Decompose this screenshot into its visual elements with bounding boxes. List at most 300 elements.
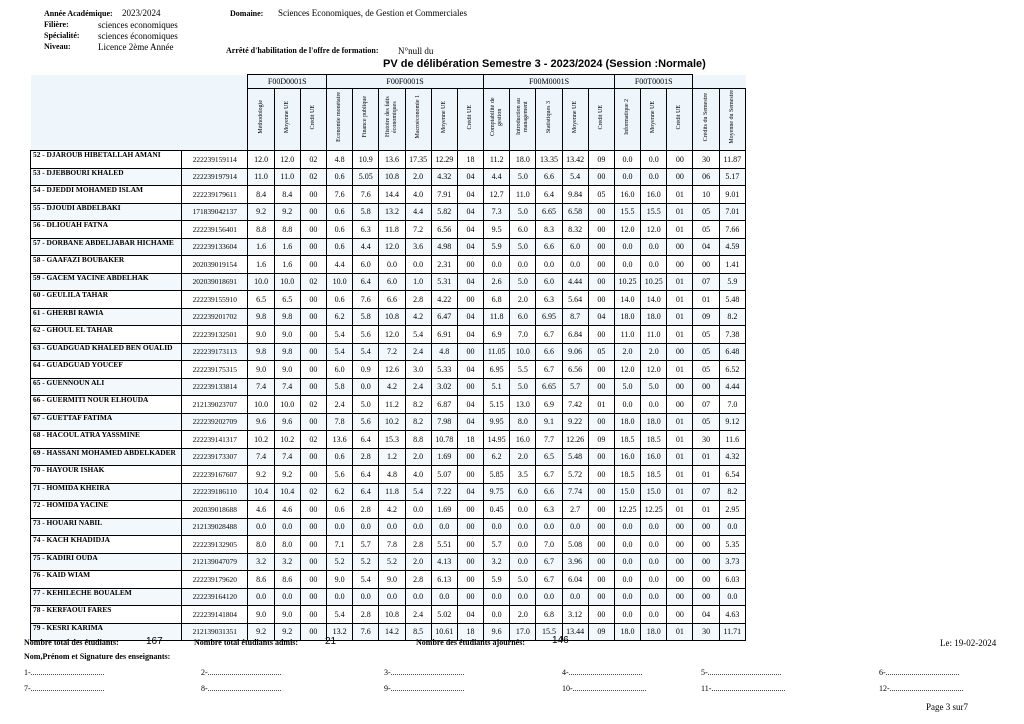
grade-cell: 9.2 bbox=[274, 623, 300, 641]
grade-cell: 2.4 bbox=[405, 378, 431, 396]
grade-cell: 5.8 bbox=[353, 308, 379, 326]
ue-code: F00D0001S bbox=[248, 75, 327, 89]
signature-line: 10-..................................... bbox=[562, 684, 647, 693]
column-header-label: Moyenne UE bbox=[283, 100, 290, 134]
grade-cell: 00 bbox=[667, 588, 693, 606]
grade-cell: 5.1 bbox=[484, 378, 510, 396]
table-row bbox=[31, 291, 746, 309]
grade-cell: 18.0 bbox=[641, 623, 667, 641]
grade-cell: 6.56 bbox=[562, 361, 588, 379]
grade-cell: 01 bbox=[667, 501, 693, 519]
grade-cell: 5.4 bbox=[405, 326, 431, 344]
grade-cell: 6.6 bbox=[536, 238, 562, 256]
grade-cell: 00 bbox=[300, 501, 326, 519]
grade-cell: 7.01 bbox=[719, 203, 745, 221]
grade-cell: 18.0 bbox=[614, 623, 640, 641]
table-row bbox=[31, 186, 746, 204]
grade-cell: 00 bbox=[667, 151, 693, 169]
grade-cell: 6.0 bbox=[510, 483, 536, 501]
grade-cell: 00 bbox=[667, 168, 693, 186]
grade-cell: 12.25 bbox=[641, 501, 667, 519]
grade-cell: 2.8 bbox=[353, 501, 379, 519]
column-header bbox=[641, 89, 667, 151]
grade-cell: 2.0 bbox=[510, 291, 536, 309]
grade-cell: 10.78 bbox=[431, 431, 457, 449]
table-row bbox=[31, 168, 746, 186]
grade-cell: 0.6 bbox=[327, 291, 353, 309]
grade-cell: 12.0 bbox=[614, 221, 640, 239]
student-name: 70 - HAYOUR ISHAK bbox=[31, 466, 182, 484]
grade-cell: 8.2 bbox=[719, 308, 745, 326]
grade-cell: 00 bbox=[667, 606, 693, 624]
grade-cell: 6.7 bbox=[536, 553, 562, 571]
grade-cell: 0.6 bbox=[327, 238, 353, 256]
grade-cell: 6.65 bbox=[536, 378, 562, 396]
grade-cell: 10.0 bbox=[274, 273, 300, 291]
grade-cell: 0.0 bbox=[562, 518, 588, 536]
grade-cell: 01 bbox=[667, 448, 693, 466]
grade-cell: 00 bbox=[588, 466, 614, 484]
grade-cell: 7.4 bbox=[274, 448, 300, 466]
student-matricule: 222239155910 bbox=[182, 291, 248, 309]
grade-cell: 00 bbox=[588, 203, 614, 221]
grade-cell: 6.2 bbox=[327, 308, 353, 326]
grade-cell: 9.2 bbox=[274, 466, 300, 484]
grade-cell: 00 bbox=[667, 378, 693, 396]
column-header-label: Histoire des faits économiques bbox=[384, 96, 398, 138]
grade-cell: 5.0 bbox=[510, 168, 536, 186]
grade-cell: 4.8 bbox=[327, 151, 353, 169]
student-matricule: 212139028488 bbox=[182, 518, 248, 536]
grade-cell: 00 bbox=[300, 553, 326, 571]
grade-cell: 4.6 bbox=[248, 501, 274, 519]
grade-cell: 7.6 bbox=[353, 623, 379, 641]
grade-cell: 4.32 bbox=[431, 168, 457, 186]
grade-cell: 14.2 bbox=[379, 623, 405, 641]
grade-cell: 0.0 bbox=[614, 238, 640, 256]
table-row bbox=[31, 203, 746, 221]
student-name: 67 - GUETTAF FATIMA bbox=[31, 413, 182, 431]
student-name: 61 - GHERBI RAWIA bbox=[31, 308, 182, 326]
grade-cell: 04 bbox=[457, 413, 483, 431]
grade-cell: 3.2 bbox=[274, 553, 300, 571]
grade-cell: 00 bbox=[588, 483, 614, 501]
grade-cell: 0.0 bbox=[641, 238, 667, 256]
grade-cell: 5.0 bbox=[510, 238, 536, 256]
grade-cell: 17.35 bbox=[405, 151, 431, 169]
grade-cell: 00 bbox=[667, 256, 693, 274]
grade-cell: 8.0 bbox=[248, 536, 274, 554]
grade-cell: 04 bbox=[457, 396, 483, 414]
grade-cell: 3.2 bbox=[484, 553, 510, 571]
grade-cell: 0.6 bbox=[327, 501, 353, 519]
grade-cell: 18.0 bbox=[614, 413, 640, 431]
grade-cell: 7.91 bbox=[431, 186, 457, 204]
grade-cell: 6.8 bbox=[536, 606, 562, 624]
student-name: 69 - HASSANI MOHAMED ABDELKADER bbox=[31, 448, 182, 466]
header-blank bbox=[693, 75, 746, 89]
student-name: 79 - KESRI KARIMA bbox=[31, 623, 182, 641]
column-header bbox=[536, 89, 562, 151]
grade-cell: 00 bbox=[457, 448, 483, 466]
grade-cell: 05 bbox=[588, 343, 614, 361]
grade-cell: 14.0 bbox=[641, 291, 667, 309]
grade-cell: 11.8 bbox=[379, 221, 405, 239]
table-row bbox=[31, 238, 746, 256]
student-matricule: 222239179620 bbox=[182, 571, 248, 589]
grade-cell: 01 bbox=[667, 186, 693, 204]
grade-cell: 1.41 bbox=[719, 256, 745, 274]
table-body bbox=[31, 151, 746, 641]
grade-cell: 6.4 bbox=[353, 273, 379, 291]
grade-cell: 8.2 bbox=[405, 413, 431, 431]
student-name: 63 - GUADGUAD KHALED BEN OUALID bbox=[31, 343, 182, 361]
grade-cell: 11.2 bbox=[379, 396, 405, 414]
table-row bbox=[31, 151, 746, 169]
grade-cell: 01 bbox=[693, 466, 719, 484]
grade-cell: 05 bbox=[693, 343, 719, 361]
grade-cell: 04 bbox=[457, 273, 483, 291]
grade-cell: 9.5 bbox=[484, 221, 510, 239]
grade-cell: 5.08 bbox=[562, 536, 588, 554]
grade-cell: 0.0 bbox=[562, 256, 588, 274]
column-header-row bbox=[31, 89, 746, 151]
grade-cell: 0.0 bbox=[379, 256, 405, 274]
grade-cell: 8.0 bbox=[274, 536, 300, 554]
grade-cell: 00 bbox=[300, 361, 326, 379]
grade-cell: 2.7 bbox=[562, 501, 588, 519]
grade-cell: 2.6 bbox=[484, 273, 510, 291]
grade-cell: 16.0 bbox=[510, 431, 536, 449]
grade-cell: 18.0 bbox=[641, 413, 667, 431]
table-row bbox=[31, 221, 746, 239]
grade-cell: 6.48 bbox=[719, 343, 745, 361]
student-matricule: 222239201702 bbox=[182, 308, 248, 326]
column-header bbox=[614, 89, 640, 151]
grade-cell: 02 bbox=[300, 273, 326, 291]
column-header bbox=[353, 89, 379, 151]
grade-cell: 8.6 bbox=[248, 571, 274, 589]
grade-cell: 00 bbox=[588, 256, 614, 274]
grade-cell: 6.6 bbox=[379, 291, 405, 309]
grade-cell: 12.6 bbox=[379, 361, 405, 379]
grade-cell: 00 bbox=[300, 466, 326, 484]
grade-cell: 4.2 bbox=[405, 308, 431, 326]
grade-cell: 15.5 bbox=[536, 623, 562, 641]
grade-cell: 6.7 bbox=[536, 361, 562, 379]
student-matricule: 222239159114 bbox=[182, 151, 248, 169]
column-header-label: Crédit UE bbox=[676, 104, 683, 130]
student-name: 74 - KACH KHADIDJA bbox=[31, 536, 182, 554]
grade-cell: 0.0 bbox=[614, 151, 640, 169]
grade-cell: 01 bbox=[667, 203, 693, 221]
grade-cell: 00 bbox=[588, 238, 614, 256]
grade-cell: 00 bbox=[457, 378, 483, 396]
grade-cell: 00 bbox=[457, 291, 483, 309]
grade-cell: 8.8 bbox=[248, 221, 274, 239]
signature-line: 6-..................................... bbox=[879, 668, 960, 677]
grade-cell: 8.3 bbox=[536, 221, 562, 239]
deliberation-table bbox=[30, 74, 746, 641]
grade-cell: 0.9 bbox=[353, 361, 379, 379]
grade-cell: 6.4 bbox=[536, 186, 562, 204]
table-row bbox=[31, 256, 746, 274]
grade-cell: 10.0 bbox=[274, 396, 300, 414]
grade-cell: 8.2 bbox=[405, 396, 431, 414]
grade-cell: 9.6 bbox=[248, 413, 274, 431]
grade-cell: 04 bbox=[457, 483, 483, 501]
grade-cell: 00 bbox=[667, 343, 693, 361]
grade-cell: 4.44 bbox=[719, 378, 745, 396]
grade-cell: 17.0 bbox=[510, 623, 536, 641]
grade-cell: 0.0 bbox=[484, 588, 510, 606]
grade-cell: 5.4 bbox=[327, 606, 353, 624]
column-header bbox=[667, 89, 693, 151]
grade-cell: 0.0 bbox=[641, 518, 667, 536]
grade-cell: 0.0 bbox=[614, 553, 640, 571]
grade-cell: 9.1 bbox=[536, 413, 562, 431]
grade-cell: 0.0 bbox=[614, 588, 640, 606]
grade-cell: 00 bbox=[667, 536, 693, 554]
grade-cell: 7.0 bbox=[510, 326, 536, 344]
grade-cell: 2.0 bbox=[510, 606, 536, 624]
grade-cell: 09 bbox=[588, 623, 614, 641]
grade-cell: 9.2 bbox=[248, 466, 274, 484]
student-matricule: 202039018688 bbox=[182, 501, 248, 519]
grade-cell: 5.7 bbox=[562, 378, 588, 396]
grade-cell: 6.6 bbox=[536, 168, 562, 186]
grade-cell: 9.95 bbox=[484, 413, 510, 431]
table-row bbox=[31, 378, 746, 396]
grade-cell: 10.2 bbox=[379, 413, 405, 431]
grade-cell: 10 bbox=[693, 186, 719, 204]
grade-cell: 0.0 bbox=[431, 588, 457, 606]
grade-cell: 0.0 bbox=[274, 588, 300, 606]
grade-cell: 4.0 bbox=[405, 186, 431, 204]
signature-line: 11-..................................... bbox=[701, 684, 786, 693]
grade-cell: 12.0 bbox=[379, 238, 405, 256]
grade-cell: 04 bbox=[457, 326, 483, 344]
grade-cell: 9.75 bbox=[484, 483, 510, 501]
grade-cell: 4.0 bbox=[405, 466, 431, 484]
grade-cell: 6.0 bbox=[562, 238, 588, 256]
grade-cell: 15.0 bbox=[641, 483, 667, 501]
grade-cell: 9.2 bbox=[248, 203, 274, 221]
student-name: 58 - GAAFAZI BOUBAKER bbox=[31, 256, 182, 274]
grade-cell: 6.0 bbox=[510, 308, 536, 326]
grade-cell: 11.8 bbox=[484, 308, 510, 326]
grade-cell: 0.0 bbox=[484, 518, 510, 536]
grade-cell: 09 bbox=[588, 431, 614, 449]
grade-cell: 9.8 bbox=[248, 343, 274, 361]
grade-cell: 0.0 bbox=[353, 378, 379, 396]
grade-cell: 5.35 bbox=[719, 536, 745, 554]
grade-cell: 00 bbox=[300, 448, 326, 466]
ue-code-row bbox=[31, 75, 746, 89]
grade-cell: 10.0 bbox=[248, 273, 274, 291]
grade-cell: 11.6 bbox=[719, 431, 745, 449]
grade-cell: 4.4 bbox=[484, 168, 510, 186]
column-header-label: Moyenne UE bbox=[571, 100, 578, 134]
grade-cell: 18 bbox=[457, 151, 483, 169]
table-row bbox=[31, 308, 746, 326]
grade-cell: 4.13 bbox=[431, 553, 457, 571]
grade-cell: 10.0 bbox=[327, 273, 353, 291]
column-header bbox=[327, 89, 353, 151]
grade-cell: 4.4 bbox=[353, 238, 379, 256]
grade-cell: 6.9 bbox=[536, 396, 562, 414]
grade-cell: 9.22 bbox=[562, 413, 588, 431]
grade-cell: 6.8 bbox=[484, 291, 510, 309]
grade-cell: 0.0 bbox=[484, 256, 510, 274]
grade-cell: 5.31 bbox=[431, 273, 457, 291]
grade-cell: 18.5 bbox=[614, 466, 640, 484]
grade-cell: 04 bbox=[457, 308, 483, 326]
grade-cell: 01 bbox=[693, 448, 719, 466]
grade-cell: 6.3 bbox=[536, 501, 562, 519]
grade-cell: 9.6 bbox=[484, 623, 510, 641]
column-header bbox=[431, 89, 457, 151]
grade-cell: 0.0 bbox=[510, 501, 536, 519]
grade-cell: 5.7 bbox=[484, 536, 510, 554]
grade-cell: 13.44 bbox=[562, 623, 588, 641]
grade-cell: 6.5 bbox=[248, 291, 274, 309]
grade-cell: 6.5 bbox=[274, 291, 300, 309]
grade-cell: 00 bbox=[300, 571, 326, 589]
grade-cell: 4.4 bbox=[327, 256, 353, 274]
grade-cell: 12.0 bbox=[641, 221, 667, 239]
student-name: 64 - GUADGUAD YOUCEF bbox=[31, 361, 182, 379]
grade-cell: 00 bbox=[667, 238, 693, 256]
grade-cell: 00 bbox=[457, 571, 483, 589]
student-name: 66 - GUERMITI NOUR ELHOUDA bbox=[31, 396, 182, 414]
grade-cell: 0.0 bbox=[353, 588, 379, 606]
grade-cell: 6.7 bbox=[536, 326, 562, 344]
signature-line: 9-..................................... bbox=[384, 684, 465, 693]
grade-cell: 0.0 bbox=[641, 151, 667, 169]
grade-cell: 2.8 bbox=[353, 606, 379, 624]
grade-cell: 00 bbox=[693, 571, 719, 589]
grade-cell: 6.52 bbox=[719, 361, 745, 379]
student-name: 76 - KAID WIAM bbox=[31, 571, 182, 589]
grade-cell: 5.6 bbox=[353, 326, 379, 344]
grade-cell: 12.25 bbox=[614, 501, 640, 519]
table-row bbox=[31, 396, 746, 414]
grade-cell: 7.38 bbox=[719, 326, 745, 344]
grade-cell: 7.4 bbox=[248, 448, 274, 466]
grade-cell: 5.17 bbox=[719, 168, 745, 186]
grade-cell: 7.3 bbox=[484, 203, 510, 221]
grade-cell: 12.7 bbox=[484, 186, 510, 204]
admis-value: 21 bbox=[325, 636, 337, 647]
column-header bbox=[457, 89, 483, 151]
grade-cell: 02 bbox=[300, 483, 326, 501]
grade-cell: 01 bbox=[693, 501, 719, 519]
grade-cell: 5.15 bbox=[484, 396, 510, 414]
grade-cell: 01 bbox=[667, 221, 693, 239]
grade-cell: 6.58 bbox=[562, 203, 588, 221]
grade-cell: 01 bbox=[667, 308, 693, 326]
grade-cell: 3.5 bbox=[510, 466, 536, 484]
grade-cell: 00 bbox=[693, 256, 719, 274]
grade-cell: 6.5 bbox=[536, 448, 562, 466]
grade-cell: 0.0 bbox=[510, 536, 536, 554]
grade-cell: 00 bbox=[667, 571, 693, 589]
grade-cell: 6.0 bbox=[327, 361, 353, 379]
grade-cell: 7.6 bbox=[353, 291, 379, 309]
grade-cell: 8.8 bbox=[274, 221, 300, 239]
total-label: Nombre total des étudiants: bbox=[24, 638, 119, 647]
table-row bbox=[31, 273, 746, 291]
grade-cell: 5.6 bbox=[353, 413, 379, 431]
grade-cell: 2.4 bbox=[405, 343, 431, 361]
grade-cell: 10.61 bbox=[431, 623, 457, 641]
grade-cell: 10.8 bbox=[379, 168, 405, 186]
grade-cell: 6.95 bbox=[484, 361, 510, 379]
grade-cell: 30 bbox=[693, 623, 719, 641]
grade-cell: 02 bbox=[300, 168, 326, 186]
grade-cell: 3.6 bbox=[405, 238, 431, 256]
student-name: 62 - GHOUL EL TAHAR bbox=[31, 326, 182, 344]
grade-cell: 6.04 bbox=[562, 571, 588, 589]
grade-cell: 00 bbox=[588, 571, 614, 589]
grade-cell: 00 bbox=[457, 588, 483, 606]
grade-cell: 0.0 bbox=[641, 168, 667, 186]
student-matricule: 222239132905 bbox=[182, 536, 248, 554]
grade-cell: 9.0 bbox=[327, 571, 353, 589]
arrete-label: Arrêté d'habilitation de l'offre de formation: bbox=[226, 46, 379, 55]
grade-cell: 7.6 bbox=[327, 186, 353, 204]
grade-cell: 05 bbox=[693, 326, 719, 344]
grade-cell: 00 bbox=[300, 413, 326, 431]
grade-cell: 2.31 bbox=[431, 256, 457, 274]
student-matricule: 202039019154 bbox=[182, 256, 248, 274]
grade-cell: 00 bbox=[667, 518, 693, 536]
student-matricule: 222239173113 bbox=[182, 343, 248, 361]
table-row bbox=[31, 501, 746, 519]
header-blank bbox=[31, 89, 248, 151]
grade-cell: 01 bbox=[693, 291, 719, 309]
grade-cell: 00 bbox=[300, 326, 326, 344]
signature-label: Nom,Prénom et Signature des enseignants: bbox=[24, 652, 171, 661]
grade-cell: 05 bbox=[693, 413, 719, 431]
table-row bbox=[31, 343, 746, 361]
table-row bbox=[31, 606, 746, 624]
column-header-label: Finance publique bbox=[362, 96, 369, 138]
grade-cell: 3.96 bbox=[562, 553, 588, 571]
grade-cell: 7.4 bbox=[274, 378, 300, 396]
grade-cell: 9.0 bbox=[248, 326, 274, 344]
grade-cell: 18.5 bbox=[641, 431, 667, 449]
student-name: 71 - HOMIDA KHEIRA bbox=[31, 483, 182, 501]
grade-cell: 9.0 bbox=[379, 571, 405, 589]
table-row bbox=[31, 588, 746, 606]
grade-cell: 18 bbox=[457, 623, 483, 641]
grade-cell: 11.0 bbox=[248, 168, 274, 186]
grade-cell: 00 bbox=[300, 518, 326, 536]
grade-cell: 5.6 bbox=[327, 466, 353, 484]
grade-cell: 04 bbox=[693, 606, 719, 624]
grade-cell: 00 bbox=[667, 396, 693, 414]
grade-cell: 15.3 bbox=[379, 431, 405, 449]
grade-cell: 5.0 bbox=[353, 396, 379, 414]
grade-cell: 18.0 bbox=[510, 151, 536, 169]
grade-cell: 7.66 bbox=[719, 221, 745, 239]
total-value: 167 bbox=[146, 636, 163, 647]
grade-cell: 00 bbox=[300, 623, 326, 641]
grade-cell: 6.6 bbox=[536, 483, 562, 501]
grade-cell: 2.0 bbox=[641, 343, 667, 361]
